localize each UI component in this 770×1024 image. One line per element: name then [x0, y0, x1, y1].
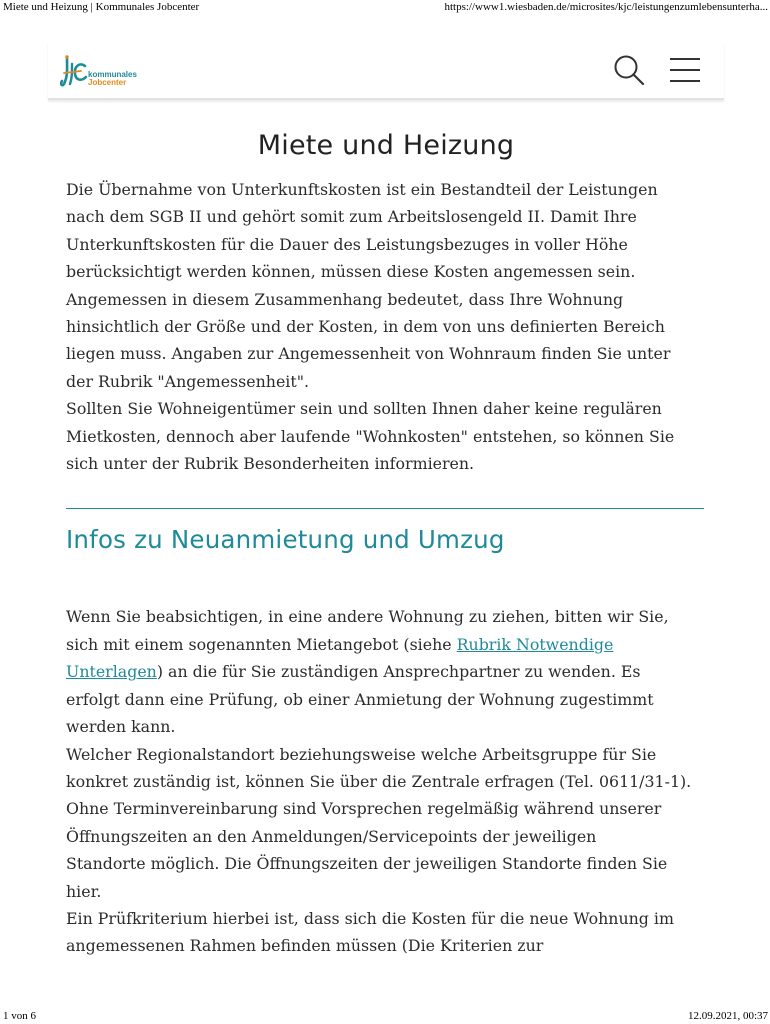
- section-line: angemessenen Rahmen befinden müssen (Die Kriterien zur: [66, 936, 544, 956]
- section-line: Ohne Terminvereinbarung sind Vorsprechen regelmäßig während unserer: [66, 799, 662, 819]
- intro-line: nach dem SGB II und gehört somit zum Arbeitslosengeld II. Damit Ihre: [66, 207, 637, 227]
- print-header: [0, 1, 770, 13]
- logo-text-kommunales: kommunales: [88, 70, 137, 79]
- section-line: Welcher Regionalstandort beziehungsweise welche Arbeitsgruppe für Sie: [66, 744, 657, 764]
- section-line: ) an die für Sie zuständigen Ansprechpartner zu wenden. Es: [156, 662, 641, 682]
- search-button[interactable]: [612, 54, 648, 88]
- intro-line: hinsichtlich der Größe und der Kosten, in dem von uns definierten Bereich: [66, 317, 665, 337]
- print-page-url: https://www1.wiesbaden.de/microsites/kjc/leistungenzumlebensunterha...: [444, 1, 768, 13]
- print-page-number: 1 von 6: [3, 1010, 36, 1022]
- hamburger-menu-icon: [668, 56, 702, 86]
- site-header: [48, 42, 724, 100]
- section-line: sich mit einem sogenannten Mietangebot (siehe: [66, 634, 457, 654]
- intro-line: Unterkunftskosten für die Dauer des Leistungsbezuges in voller Höhe: [66, 234, 628, 254]
- print-footer: [0, 1010, 770, 1022]
- jobcenter-logo-mark: [60, 54, 88, 90]
- intro-paragraph: [66, 176, 706, 477]
- intro-line: berücksichtigt werden können, müssen diese Kosten angemessen sein.: [66, 262, 636, 282]
- menu-button[interactable]: [668, 56, 702, 86]
- section-line: Wenn Sie beabsichtigen, in eine andere Wohnung zu ziehen, bitten wir Sie,: [66, 607, 669, 627]
- intro-line: der Rubrik "Angemessenheit".: [66, 371, 309, 391]
- section-line: Standorte möglich. Die Öffnungszeiten der jeweiligen Standorte finden Sie: [66, 854, 668, 874]
- link-notwendige-unterlagen-cont[interactable]: Unterlagen: [66, 662, 157, 682]
- section-line: werden kann.: [66, 717, 176, 737]
- section-line: erfolgt dann eine Prüfung, ob einer Anmietung der Wohnung zugestimmt: [66, 689, 654, 709]
- section-divider: [66, 508, 704, 509]
- jobcenter-logo[interactable]: [60, 54, 142, 90]
- intro-line: liegen muss. Angaben zur Angemessenheit von Wohnraum finden Sie unter: [66, 344, 671, 364]
- print-datetime: 12.09.2021, 00:37: [687, 1010, 768, 1022]
- logo-text-jobcenter: Jobcenter: [88, 78, 127, 87]
- intro-line: Sollten Sie Wohneigentümer sein und sollten Ihnen daher keine regulären: [66, 399, 662, 419]
- page-title: Miete und Heizung: [257, 130, 515, 161]
- intro-line: Mietkosten, dennoch aber laufende "Wohnkosten" entstehen, so können Sie: [66, 426, 675, 446]
- search-icon: [612, 54, 648, 88]
- section-heading: Infos zu Neuanmietung und Umzug: [66, 525, 505, 555]
- link-notwendige-unterlagen[interactable]: Rubrik Notwendige: [456, 634, 614, 654]
- section-line: Öffnungszeiten an den Anmeldungen/Servicepoints der jeweiligen: [66, 826, 597, 846]
- intro-line: Angemessen in diesem Zusammenhang bedeutet, dass Ihre Wohnung: [66, 289, 624, 309]
- intro-line: sich unter der Rubrik Besonderheiten informieren.: [66, 454, 475, 474]
- section-line: konkret zuständig ist, können Sie über die Zentrale erfragen (Tel. 0611/31-1).: [66, 771, 692, 791]
- section-paragraph: [66, 603, 706, 959]
- print-page-title: Miete und Heizung | Kommunales Jobcenter: [3, 1, 200, 13]
- section-line: Ein Prüfkriterium hierbei ist, dass sich die Kosten für die neue Wohnung im: [66, 908, 674, 928]
- section-line: hier.: [66, 881, 102, 901]
- main-content: [66, 130, 706, 960]
- intro-line: Die Übernahme von Unterkunftskosten ist ein Bestandteil der Leistungen: [66, 180, 658, 199]
